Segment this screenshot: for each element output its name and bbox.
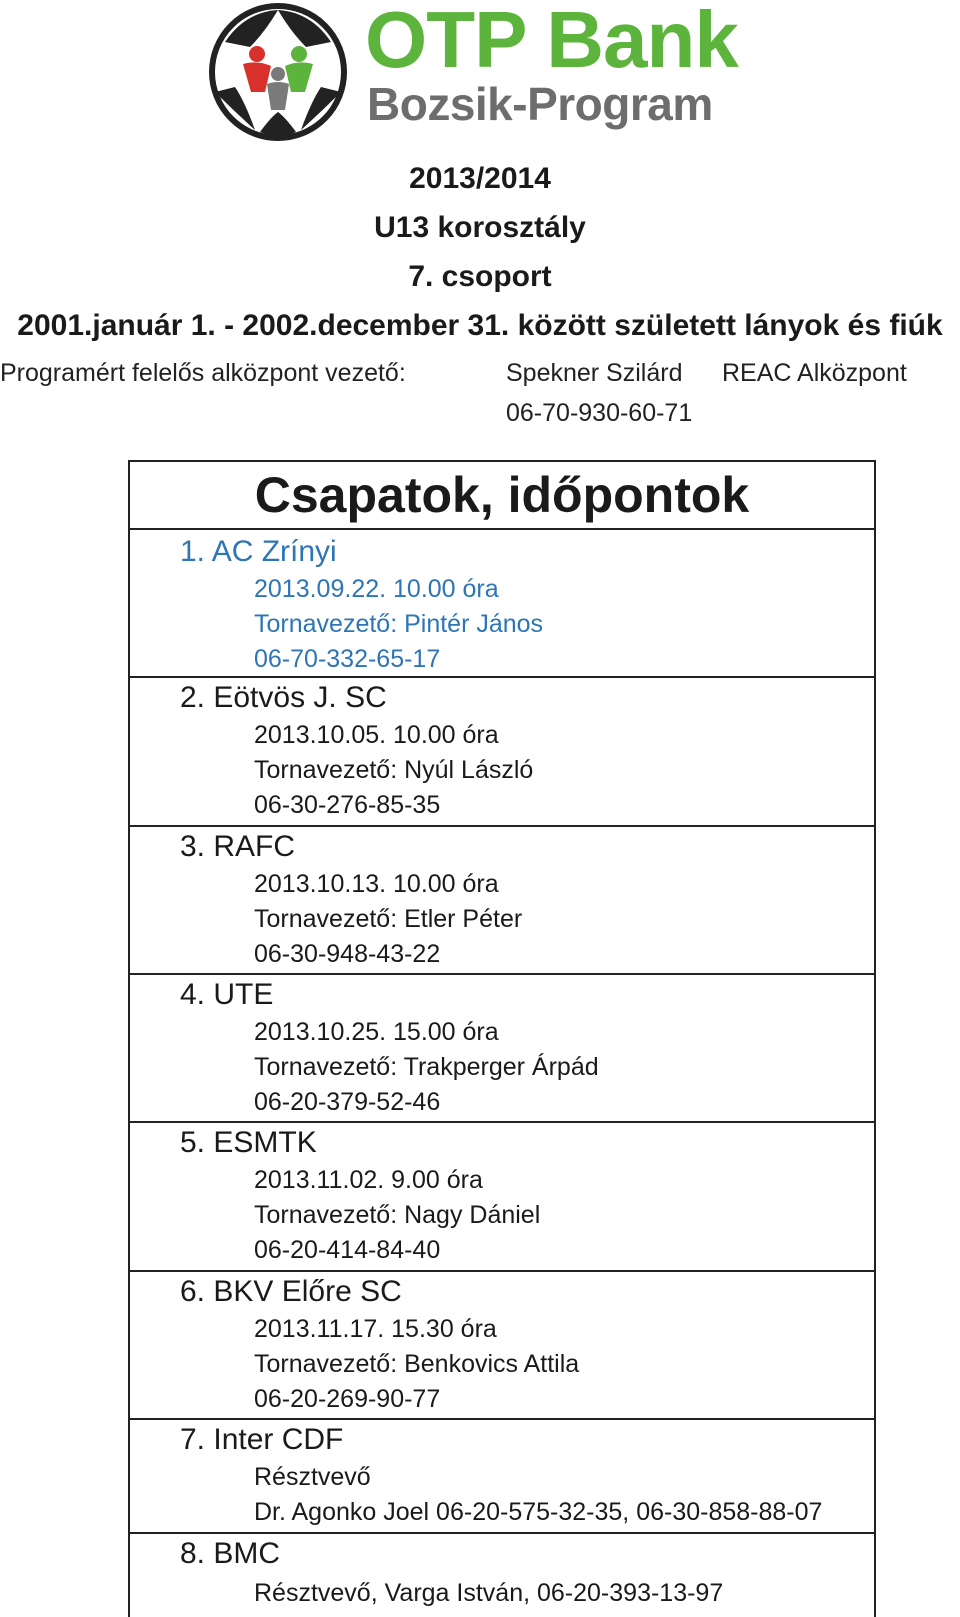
group-heading: 7. csoport (408, 260, 552, 293)
football-logo-icon (205, 2, 351, 142)
team-row (130, 1534, 874, 1617)
team-leader: Tornavezető: Benkovics Attila (254, 1350, 580, 1378)
team-phone: 06-70-332-65-17 (254, 645, 441, 673)
team-title: 4. UTE (180, 978, 274, 1011)
birth-range-heading: 2001.január 1. - 2002.december 31. között született lányok és fiúk (17, 309, 943, 342)
teams-table-title: Csapatok, időpontok (130, 462, 874, 530)
age-group-heading: U13 korosztály (374, 211, 586, 244)
team-date: 2013.11.02. 9.00 óra (254, 1166, 483, 1194)
team-phone: 06-30-948-43-22 (254, 940, 441, 968)
responsible-name: Spekner Szilárd (506, 359, 683, 387)
logo-title: OTP Bank (365, 0, 738, 84)
team-row (130, 530, 874, 678)
team-row (130, 975, 874, 1123)
team-phone: 06-30-276-85-35 (254, 791, 441, 819)
otp-bozsik-logo (205, 0, 785, 145)
team-leader: Tornavezető: Etler Péter (254, 905, 523, 933)
responsible-phone: 06-70-930-60-71 (506, 399, 693, 427)
team-phone: 06-20-269-90-77 (254, 1385, 441, 1413)
team-date: 2013.10.25. 15.00 óra (254, 1018, 499, 1046)
team-phone: 06-20-414-84-40 (254, 1236, 441, 1264)
team-row (130, 678, 874, 827)
logo-subtitle: Bozsik-Program (367, 78, 713, 130)
responsible-center: REAC Alközpont (722, 359, 907, 387)
team-participant: Résztvevő (254, 1463, 371, 1491)
responsible-label: Programért felelős alközpont vezető: (0, 359, 406, 387)
team-contact: Dr. Agonko Joel 06-20-575-32-35, 06-30-858-88-07 (254, 1498, 823, 1526)
team-title: 2. Eötvös J. SC (180, 681, 387, 714)
team-leader: Tornavezető: Pintér János (254, 610, 544, 638)
team-title: 6. BKV Előre SC (180, 1275, 402, 1308)
team-title: 1. AC Zrínyi (180, 535, 337, 568)
team-date: 2013.09.22. 10.00 óra (254, 575, 499, 603)
team-title: 7. Inter CDF (180, 1423, 344, 1456)
team-phone: 06-20-379-52-46 (254, 1088, 441, 1116)
team-leader: Tornavezető: Nyúl László (254, 756, 534, 784)
teams-table (128, 460, 876, 1617)
team-leader: Tornavezető: Trakperger Árpád (254, 1053, 599, 1081)
team-row (130, 1123, 874, 1272)
season-heading: 2013/2014 (409, 162, 551, 195)
team-date: 2013.10.13. 10.00 óra (254, 870, 499, 898)
team-title: 5. ESMTK (180, 1126, 317, 1159)
team-contact: Résztvevő, Varga István, 06-20-393-13-97 (254, 1579, 724, 1607)
team-row (130, 1272, 874, 1420)
team-date: 2013.11.17. 15.30 óra (254, 1315, 497, 1343)
team-leader: Tornavezető: Nagy Dániel (254, 1201, 541, 1229)
team-row (130, 1420, 874, 1534)
team-date: 2013.10.05. 10.00 óra (254, 721, 499, 749)
team-row (130, 827, 874, 975)
team-title: 8. BMC (180, 1537, 281, 1570)
team-title: 3. RAFC (180, 830, 296, 863)
